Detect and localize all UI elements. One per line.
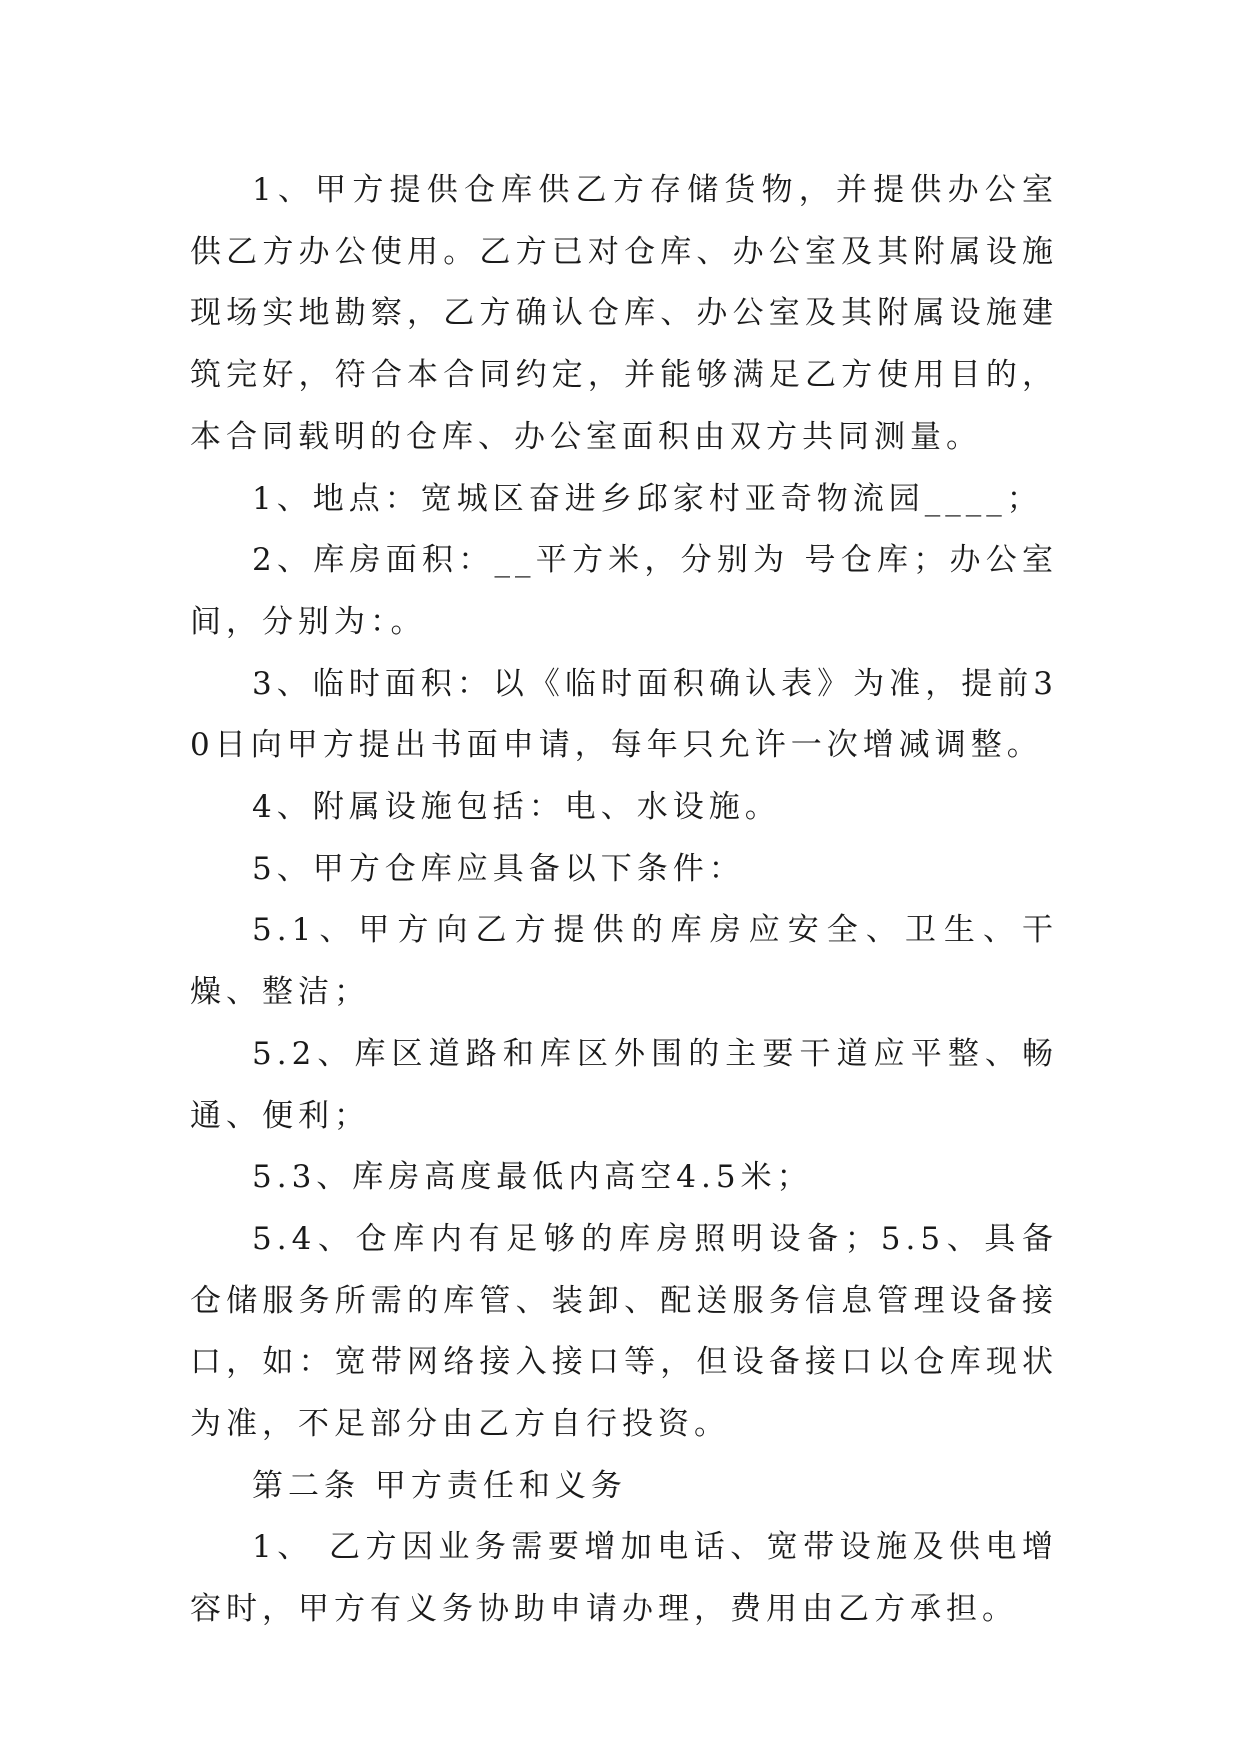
paragraph-condition-5-2: 5.2、库区道路和库区外围的主要干道应平整、畅通、便利； — [190, 1035, 1058, 1134]
paragraph-condition-5-1: 5.1、甲方向乙方提供的库房应安全、卫生、干燥、整洁； — [190, 912, 1058, 1011]
section-heading-article-2: 第二条 甲方责任和义务 — [252, 1467, 627, 1504]
paragraph-conditions: 5、甲方仓库应具备以下条件： — [252, 850, 745, 887]
paragraph-temporary-area: 3、临时面积：以《临时面积确认表》为准，提前30日向甲方提出书面申请，每年只允许一次增减调整。 — [190, 665, 1058, 764]
document-body — [190, 160, 1058, 1641]
paragraph-location: 1、地点：宽城区奋进乡邱家村亚奇物流园____； — [252, 480, 1043, 517]
paragraph-storage-area: 2、库房面积：__平方米，分别为 号仓库；办公室间，分别为：。 — [190, 542, 1058, 640]
paragraph-facilities: 4、附属设施包括：电、水设施。 — [252, 789, 781, 826]
paragraph-condition-5-4: 5.4、仓库内有足够的库房照明设备；5.5、具备仓储服务所需的库管、装卸、配送服务信息管理设备接口，如：宽带网络接入接口等，但设备接口以仓库现状为准，不足部分由乙方自行投资。 — [190, 1220, 1058, 1443]
paragraph-party-a-duty-1: 1、 乙方因业务需要增加电话、宽带设施及供电增容时，甲方有义务协助申请办理，费用由乙方承担。 — [190, 1529, 1058, 1628]
paragraph-condition-5-3: 5.3、库房高度最低内高空4.5米； — [252, 1159, 813, 1196]
paragraph-warehouse-provision: 1、甲方提供仓库供乙方存储货物，并提供办公室供乙方办公使用。乙方已对仓库、办公室及其附属设施现场实地勘察，乙方确认仓库、办公室及其附属设施建筑完好，符合本合同约定，并能够满足乙方使用目的，本合同载明的仓库、办公室面积由双方共同测量。 — [190, 172, 1058, 455]
